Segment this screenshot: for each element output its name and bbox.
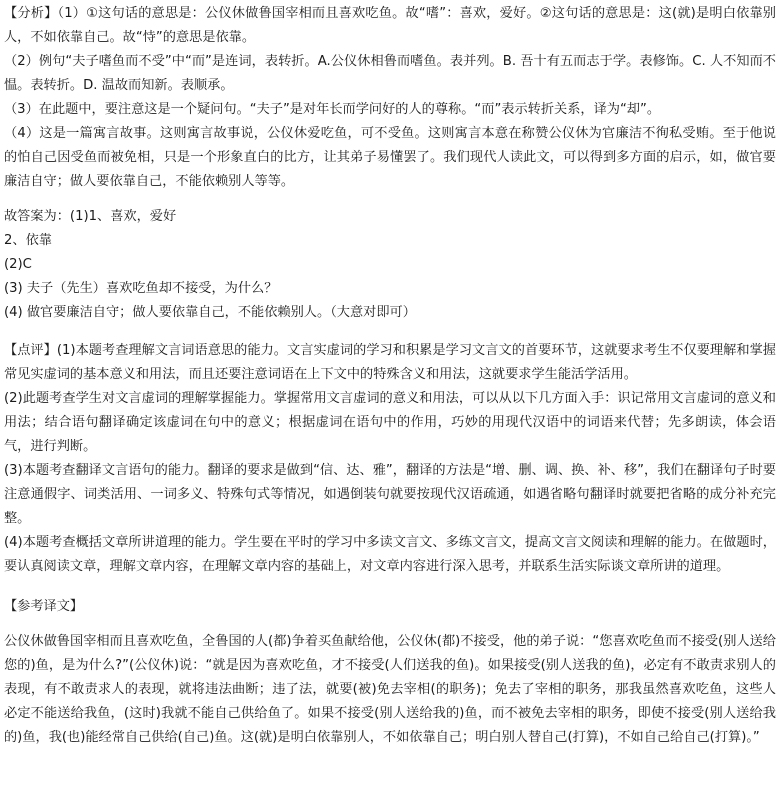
- translation-body: 公仪休做鲁国宰相而且喜欢吃鱼，全鲁国的人(都)争着买鱼献给他，公仪休(都)不接受，他的弟子说：“您喜欢吃鱼而不接受(别人送给您的)鱼，是为什么?”(公仪休)说：“就是因为喜欢吃鱼，才不接受(人们送我的鱼)。如果接受(别人送我的鱼)，必定有不敢责求别人的表现，有不敢责求人的表现，就将违法曲断；违了法，就要(被)免去宰相(的职务)；免去了宰相的职务，那我虽然喜欢吃鱼，这些人必定不能送给我鱼，(这时)我就不能自己供给鱼了。如果不接受(别人送给我的)鱼，而不被免去宰相的职务，即使不接受(别人送给我的)鱼，我(也)能经常自己供给(自己)鱼。这(就)是明白依靠别人，不如依靠自己；明白别人替自己(打算)，不如自己给自己(打算)。”: [4, 634, 776, 745]
- comment-point-3: (3)本题考查翻译文言语句的能力。翻译的要求是做到“信、达、雅”，翻译的方法是“增、删、调、换、补、移”，我们在翻译句子时要注意通假字、词类活用、一词多义、特殊句式等情况，如遇倒装句就要按现代汉语疏通，如遇省略句翻译时就要把省略的成分补充完整。: [4, 463, 776, 526]
- answer-line-3: (2)C: [4, 257, 32, 272]
- answer-line-4: (3) 夫子（先生）喜欢吃鱼却不接受，为什么？: [4, 281, 278, 296]
- comment-point-2: (2)此题考查学生对文言虚词的理解掌握能力。掌握常用文言虚词的意义和用法，可以从以下几方面入手：识记常用文言虚词的意义和用法；结合语句翻译确定该虚词在句中的意义；根据虚词在语句中的作用，巧妙的用现代汉语中的词语来代替；先多朗读，体会语气，进行判断。: [4, 391, 776, 454]
- translation-header: 【参考译文】: [4, 599, 84, 614]
- comment-point-4: (4)本题考查概括文章所讲道理的能力。学生要在平时的学习中多读文言文、多练文言文，提高文言文阅读和理解的能力。在做题时，要认真阅读文章，理解文章内容，在理解文章内容的基础上，对文章内容进行深入思考，并联系生活实际谈文章所讲的道理。: [4, 535, 776, 574]
- analysis-point-3: （3）在此题中，要注意这是一个疑问句。“夫子”是对年长而学问好的人的尊称。“而”表示转折关系，译为“却”。: [4, 102, 661, 117]
- answer-line-1: 故答案为：(1)1、喜欢，爱好: [4, 209, 177, 224]
- analysis-intro: [4, 2, 776, 50]
- analysis-point-4: （4）这是一篇寓言故事。这则寓言故事说，公仪休爱吃鱼，可不受鱼。这则寓言本意在称赞公仪休为官廉洁不徇私受贿。至于他说的怕自己因受鱼而被免相，只是一个形象直白的比方，让其弟子易懂罢了。我们现代人读此文，可以得到多方面的启示，如，做官要廉洁自守；做人要依靠自己，不能依赖别人等等。: [4, 126, 776, 189]
- comment-point-1: 【点评】(1)本题考查理解文言词语意思的能力。文言实虚词的学习和积累是学习文言文的首要环节，这就要求考生不仅要理解和掌握常见实虚词的基本意义和用法，而且还要注意词语在上下文中的特殊含义和用法，这就要求学生能活学活用。: [4, 343, 776, 382]
- analysis-header: 【分析】: [4, 6, 58, 21]
- answer-line-2: 2、依靠: [4, 233, 52, 248]
- analysis-point-2: （2）例句“夫子嗜鱼而不受”中“而”是连词，表转折。A.公仪休相鲁而嗜鱼。表并列。B. 吾十有五而志于学。表修饰。C. 人不知而不愠。表转折。D. 温故而知新。表顺承。: [4, 54, 776, 93]
- analysis-point-1: （1）①这句话的意思是：公仪休做鲁国宰相而且喜欢吃鱼。故“嗜”：喜欢，爱好。②这句话的意思是：这(就)是明白依靠别人，不如依靠自己。故“恃”的意思是依靠。: [4, 6, 776, 45]
- answer-line-5: (4) 做官要廉洁自守；做人要依靠自己，不能依赖别人。（大意对即可）: [4, 305, 416, 320]
